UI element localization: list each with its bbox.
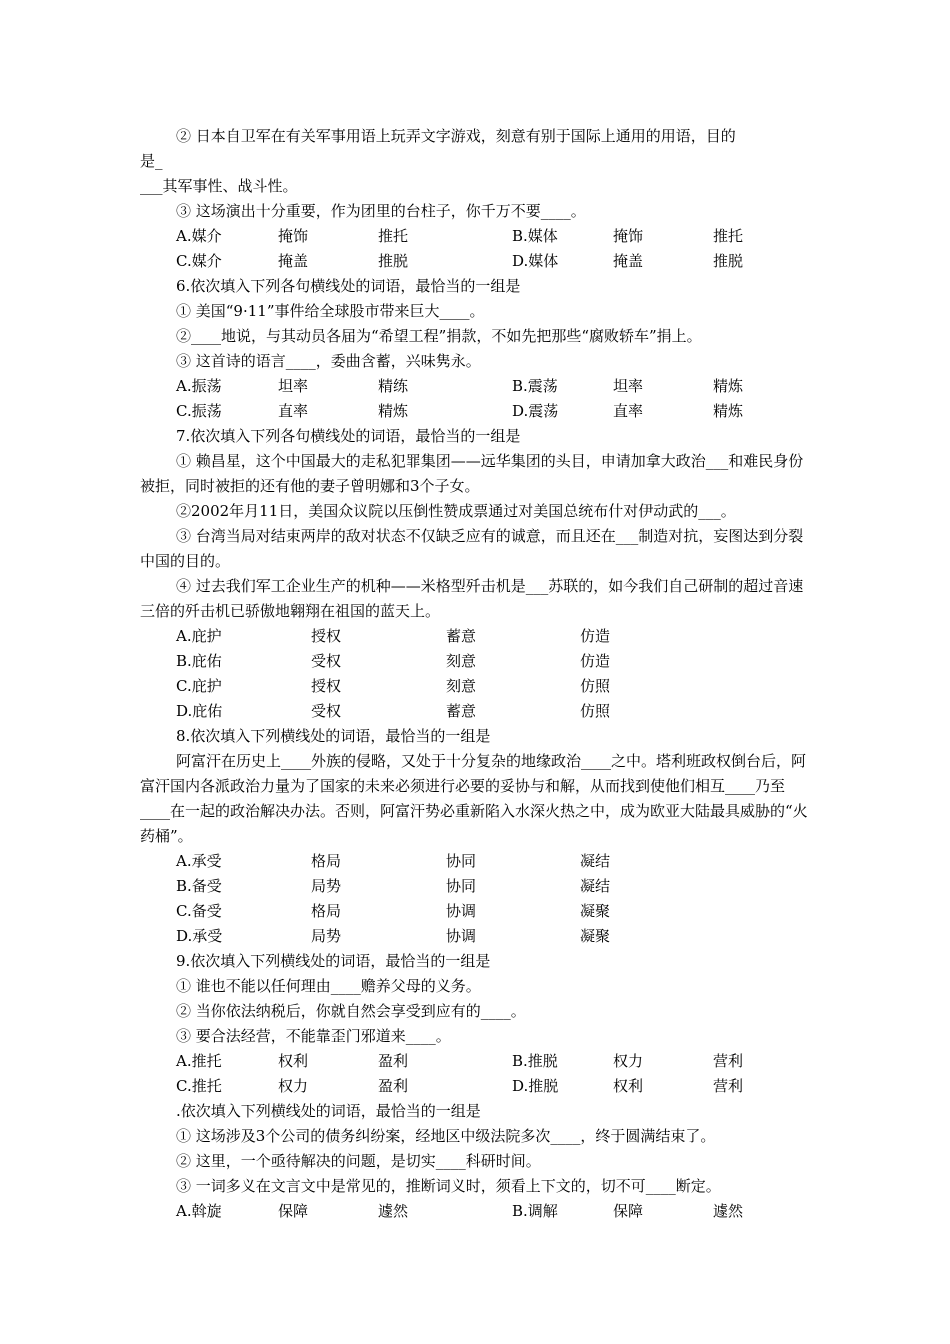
q8-option-b-row	[140, 874, 808, 899]
q9-option-b-word-3: 营利	[713, 1052, 744, 1070]
q9-option-c-word-2: 权力	[278, 1077, 309, 1095]
q7-stem: 7.依次填入下列各句横线处的词语，最恰当的一组是	[176, 427, 521, 445]
q7-option-c-word-3: 刻意	[446, 677, 477, 695]
q9-option-a-word-2: 权利	[278, 1052, 309, 1070]
q5-options-row-2	[140, 249, 808, 274]
q6-option-d-label: D.震荡	[512, 402, 559, 420]
q10-stem: .依次填入下列横线处的词语，最恰当的一组是	[176, 1102, 481, 1120]
q9-sentence-3: ③ 要合法经营，不能靠歪门邪道来____。	[176, 1027, 451, 1045]
q6-option-d-word-3: 精炼	[713, 402, 744, 420]
q5-option-a-word-3: 推托	[378, 227, 409, 245]
q5-option-a-label: A.媒介	[176, 227, 222, 245]
q10-option-a-word-2: 保障	[278, 1202, 309, 1220]
q8-option-a-word-2: 格局	[311, 852, 342, 870]
q8-option-c-word-3: 协调	[446, 902, 477, 920]
q7-sentence-4: ④ 过去我们军工企业生产的机种——米格型歼击机是___苏联的，如今我们自己研制的超过音速三倍的歼击机已骄傲地翱翔在祖国的蓝天上。	[140, 577, 804, 620]
q6-option-d-word-2: 直率	[613, 402, 644, 420]
q9-option-a-label: A.推托	[176, 1052, 222, 1070]
q7-option-d-word-2: 受权	[311, 702, 342, 720]
q5-sentence-2-line-2: 是_	[140, 152, 163, 170]
q9-sentence-1: ① 谁也不能以任何理由____赡养父母的义务。	[176, 977, 481, 995]
q7-option-a-word-1: A.庇护	[176, 627, 222, 645]
q7-option-b-word-2: 受权	[311, 652, 342, 670]
q9-option-d-word-3: 营利	[713, 1077, 744, 1095]
q8-option-a-word-3: 协同	[446, 852, 477, 870]
document-body	[140, 124, 808, 1224]
q8-option-a-word-1: A.承受	[176, 852, 222, 870]
q5-options-row-1	[140, 224, 808, 249]
q10-option-b-word-3: 遽然	[713, 1202, 744, 1220]
q7-option-b-word-4: 仿造	[580, 652, 611, 670]
q7-option-b-row	[140, 649, 808, 674]
q9-options-row-1	[140, 1049, 808, 1074]
q10-option-b-word-2: 保障	[613, 1202, 644, 1220]
q8-option-c-word-4: 凝聚	[580, 902, 611, 920]
q5-option-c-word-2: 掩盖	[278, 252, 309, 270]
q8-option-b-word-2: 局势	[311, 877, 342, 895]
q7-option-c-word-2: 授权	[311, 677, 342, 695]
q5-option-b-word-3: 推托	[713, 227, 744, 245]
q5-option-b-label: B.媒体	[512, 227, 558, 245]
q5-option-d-word-3: 推脱	[713, 252, 744, 270]
q9-option-b-label: B.推脱	[512, 1052, 558, 1070]
q9-stem: 9.依次填入下列横线处的词语，最恰当的一组是	[176, 952, 491, 970]
q9-option-c-word-3: 盈利	[378, 1077, 409, 1095]
q7-option-c-word-4: 仿照	[580, 677, 611, 695]
q8-stem: 8.依次填入下列横线处的词语，最恰当的一组是	[176, 727, 491, 745]
q6-option-a-word-3: 精练	[378, 377, 409, 395]
q5-option-d-word-2: 掩盖	[613, 252, 644, 270]
q5-option-a-word-2: 掩饰	[278, 227, 309, 245]
q6-option-b-word-2: 坦率	[613, 377, 644, 395]
q7-option-a-word-3: 蓄意	[446, 627, 477, 645]
q6-option-c-label: C.振荡	[176, 402, 222, 420]
q7-option-d-row	[140, 699, 808, 724]
q8-option-c-row	[140, 899, 808, 924]
q8-option-d-row	[140, 924, 808, 949]
q8-option-d-word-2: 局势	[311, 927, 342, 945]
q8-option-c-word-1: C.备受	[176, 902, 222, 920]
q6-option-b-label: B.震荡	[512, 377, 558, 395]
q5-option-c-word-3: 推脱	[378, 252, 409, 270]
q7-option-c-row	[140, 674, 808, 699]
q5-option-c-label: C.媒介	[176, 252, 222, 270]
q9-option-c-label: C.推托	[176, 1077, 222, 1095]
q10-option-a-label: A.斡旋	[176, 1202, 222, 1220]
q9-option-a-word-3: 盈利	[378, 1052, 409, 1070]
q5-sentence-2-line-3: ___其军事性、战斗性。	[140, 177, 298, 195]
q8-option-d-word-4: 凝聚	[580, 927, 611, 945]
q7-option-d-word-3: 蓄意	[446, 702, 477, 720]
q10-option-b-label: B.调解	[512, 1202, 558, 1220]
q7-option-a-row	[140, 624, 808, 649]
q6-option-a-label: A.振荡	[176, 377, 222, 395]
q7-option-b-word-1: B.庇佑	[176, 652, 222, 670]
q5-sentence-2-line-1: ② 日本自卫军在有关军事用语上玩弄文字游戏，刻意有别于国际上通用的用语，目的	[176, 127, 736, 145]
q6-sentence-3: ③ 这首诗的语言____，委曲含蓄，兴味隽永。	[176, 352, 481, 370]
q9-option-b-word-2: 权力	[613, 1052, 644, 1070]
q10-options-row-1	[140, 1199, 808, 1224]
q10-sentence-2: ② 这里，一个亟待解决的问题，是切实____科研时间。	[176, 1152, 541, 1170]
q10-option-a-word-3: 遽然	[378, 1202, 409, 1220]
q8-option-b-word-4: 凝结	[580, 877, 611, 895]
q8-option-b-word-1: B.备受	[176, 877, 222, 895]
q5-option-b-word-2: 掩饰	[613, 227, 644, 245]
q6-stem: 6.依次填入下列各句横线处的词语，最恰当的一组是	[176, 277, 521, 295]
q6-options-row-1	[140, 374, 808, 399]
q9-sentence-2: ② 当你依法纳税后，你就自然会享受到应有的____。	[176, 1002, 526, 1020]
q9-option-d-word-2: 权利	[613, 1077, 644, 1095]
q7-sentence-3: ③ 台湾当局对结束两岸的敌对状态不仅缺乏应有的诚意，而且还在___制造对抗，妄图达到分裂中国的目的。	[140, 527, 804, 570]
q7-option-d-word-4: 仿照	[580, 702, 611, 720]
q8-option-c-word-2: 格局	[311, 902, 342, 920]
q9-option-d-label: D.推脱	[512, 1077, 559, 1095]
q5-sentence-3: ③ 这场演出十分重要，作为团里的台柱子，你千万不要____。	[176, 202, 586, 220]
q6-sentence-2: ②____地说，与其动员各届为“希望工程”捐款，不如先把那些“腐败轿车”捐上。	[176, 327, 702, 345]
q6-option-c-word-2: 直率	[278, 402, 309, 420]
q6-option-b-word-3: 精炼	[713, 377, 744, 395]
q8-option-a-word-4: 凝结	[580, 852, 611, 870]
q7-option-a-word-2: 授权	[311, 627, 342, 645]
q6-option-c-word-3: 精炼	[378, 402, 409, 420]
q7-option-b-word-3: 刻意	[446, 652, 477, 670]
q7-option-c-word-1: C.庇护	[176, 677, 222, 695]
q7-sentence-1: ① 赖昌星，这个中国最大的走私犯罪集团——远华集团的头目，申请加拿大政治___和难民身份被拒，同时被拒的还有他的妻子曾明娜和3个子女。	[140, 452, 804, 495]
q8-option-d-word-1: D.承受	[176, 927, 223, 945]
q6-option-a-word-2: 坦率	[278, 377, 309, 395]
q8-passage: 阿富汗在历史上____外族的侵略，又处于十分复杂的地缘政治____之中。塔利班政权倒台后，阿富汗国内各派政治力量为了国家的未来必须进行必要的妥协与和解，从而找到使他们相互____乃至____在一起的政治解决办法。否则，阿富汗势必重新陷入水深火热之中，成为欧亚大陆最具威胁的“火药桶”。	[140, 752, 808, 845]
q5-option-d-label: D.媒体	[512, 252, 559, 270]
q8-option-b-word-3: 协同	[446, 877, 477, 895]
q8-option-a-row	[140, 849, 808, 874]
q7-option-a-word-4: 仿造	[580, 627, 611, 645]
q6-sentence-1: ① 美国“9·11”事件给全球股市带来巨大____。	[176, 302, 485, 320]
q10-sentence-1: ① 这场涉及3个公司的债务纠纷案，经地区中级法院多次____，终于圆满结束了。	[176, 1127, 716, 1145]
q7-sentence-2: ②2002年月11日，美国众议院以压倒性赞成票通过对美国总统布什对伊动武的___。	[176, 502, 736, 520]
q7-option-d-word-1: D.庇佑	[176, 702, 223, 720]
q10-sentence-3: ③ 一词多义在文言文中是常见的，推断词义时，须看上下文的，切不可____断定。	[176, 1177, 721, 1195]
q8-option-d-word-3: 协调	[446, 927, 477, 945]
q6-options-row-2	[140, 399, 808, 424]
q9-options-row-2	[140, 1074, 808, 1099]
